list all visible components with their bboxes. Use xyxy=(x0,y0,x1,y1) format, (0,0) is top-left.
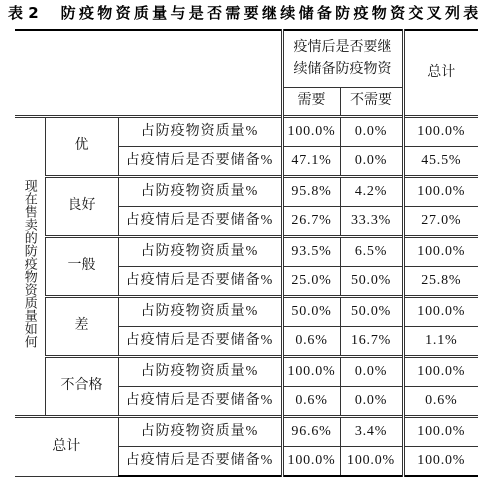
quality-group-label: 不合格 xyxy=(45,356,118,416)
no-need-value: 0.0% xyxy=(340,386,403,416)
need-value: 100.0% xyxy=(282,116,340,146)
total-value: 27.0% xyxy=(403,206,478,236)
total-value: 100.0% xyxy=(403,116,478,146)
need-value: 100.0% xyxy=(282,446,340,476)
header-need: 需要 xyxy=(282,87,340,116)
row-label: 占疫情后是否要储备% xyxy=(118,206,282,236)
header-row xyxy=(15,30,478,87)
header-no-need: 不需要 xyxy=(340,87,403,116)
table-number: 表 2 xyxy=(8,4,39,22)
total-value: 0.6% xyxy=(403,386,478,416)
row-label: 占防疫物资质量% xyxy=(118,416,282,446)
need-value: 96.6% xyxy=(282,416,340,446)
total-value: 100.0% xyxy=(403,356,478,386)
column-group-header-label: 疫情后是否要继续储备防疫物资 xyxy=(293,39,392,77)
table-title: 防疫物资质量与是否需要继续储备防疫物资交叉列表 xyxy=(60,4,482,22)
need-value: 26.7% xyxy=(282,206,340,236)
need-value: 25.0% xyxy=(282,266,340,296)
need-value: 0.6% xyxy=(282,326,340,356)
total-value: 25.8% xyxy=(403,266,478,296)
table-row xyxy=(15,356,478,386)
no-need-value: 6.5% xyxy=(340,236,403,266)
no-need-value: 4.2% xyxy=(340,176,403,206)
total-value: 100.0% xyxy=(403,296,478,326)
grand-total-label: 总计 xyxy=(15,416,118,476)
need-value: 100.0% xyxy=(282,356,340,386)
total-value: 45.5% xyxy=(403,146,478,176)
no-need-value: 0.0% xyxy=(340,146,403,176)
need-value: 93.5% xyxy=(282,236,340,266)
row-label: 占疫情后是否要储备% xyxy=(118,146,282,176)
total-value: 100.0% xyxy=(403,446,478,476)
no-need-value: 0.0% xyxy=(340,356,403,386)
row-label: 占防疫物资质量% xyxy=(118,176,282,206)
table-row xyxy=(15,176,478,206)
quality-group-label: 良好 xyxy=(45,176,118,236)
total-value: 100.0% xyxy=(403,236,478,266)
table-row xyxy=(15,236,478,266)
no-need-value: 50.0% xyxy=(340,296,403,326)
no-need-value: 16.7% xyxy=(340,326,403,356)
row-label: 占防疫物资质量% xyxy=(118,116,282,146)
row-group-header: 现在售卖的防疫物资质量如何 xyxy=(22,179,38,348)
row-group-header-cell xyxy=(15,116,45,416)
quality-group-label: 优 xyxy=(45,116,118,176)
no-need-value: 100.0% xyxy=(340,446,403,476)
no-need-value: 3.4% xyxy=(340,416,403,446)
row-label: 占疫情后是否要储备% xyxy=(118,446,282,476)
table-row xyxy=(15,416,478,446)
need-value: 0.6% xyxy=(282,386,340,416)
row-label: 占疫情后是否要储备% xyxy=(118,326,282,356)
row-label: 占疫情后是否要储备% xyxy=(118,386,282,416)
need-value: 47.1% xyxy=(282,146,340,176)
row-label: 占防疫物资质量% xyxy=(118,356,282,386)
total-value: 100.0% xyxy=(403,176,478,206)
quality-group-label: 差 xyxy=(45,296,118,356)
row-label: 占防疫物资质量% xyxy=(118,296,282,326)
quality-group-label: 一般 xyxy=(45,236,118,296)
row-label: 占疫情后是否要储备% xyxy=(118,266,282,296)
no-need-value: 33.3% xyxy=(340,206,403,236)
column-group-header xyxy=(282,30,403,87)
no-need-value: 50.0% xyxy=(340,266,403,296)
cross-table xyxy=(15,29,478,477)
row-label: 占防疫物资质量% xyxy=(118,236,282,266)
header-corner-cell xyxy=(15,30,282,116)
total-value: 1.1% xyxy=(403,326,478,356)
total-value: 100.0% xyxy=(403,416,478,446)
header-total: 总计 xyxy=(403,30,478,116)
need-value: 95.8% xyxy=(282,176,340,206)
table-row xyxy=(15,296,478,326)
need-value: 50.0% xyxy=(282,296,340,326)
table-row xyxy=(15,116,478,146)
table-caption xyxy=(8,2,496,24)
no-need-value: 0.0% xyxy=(340,116,403,146)
